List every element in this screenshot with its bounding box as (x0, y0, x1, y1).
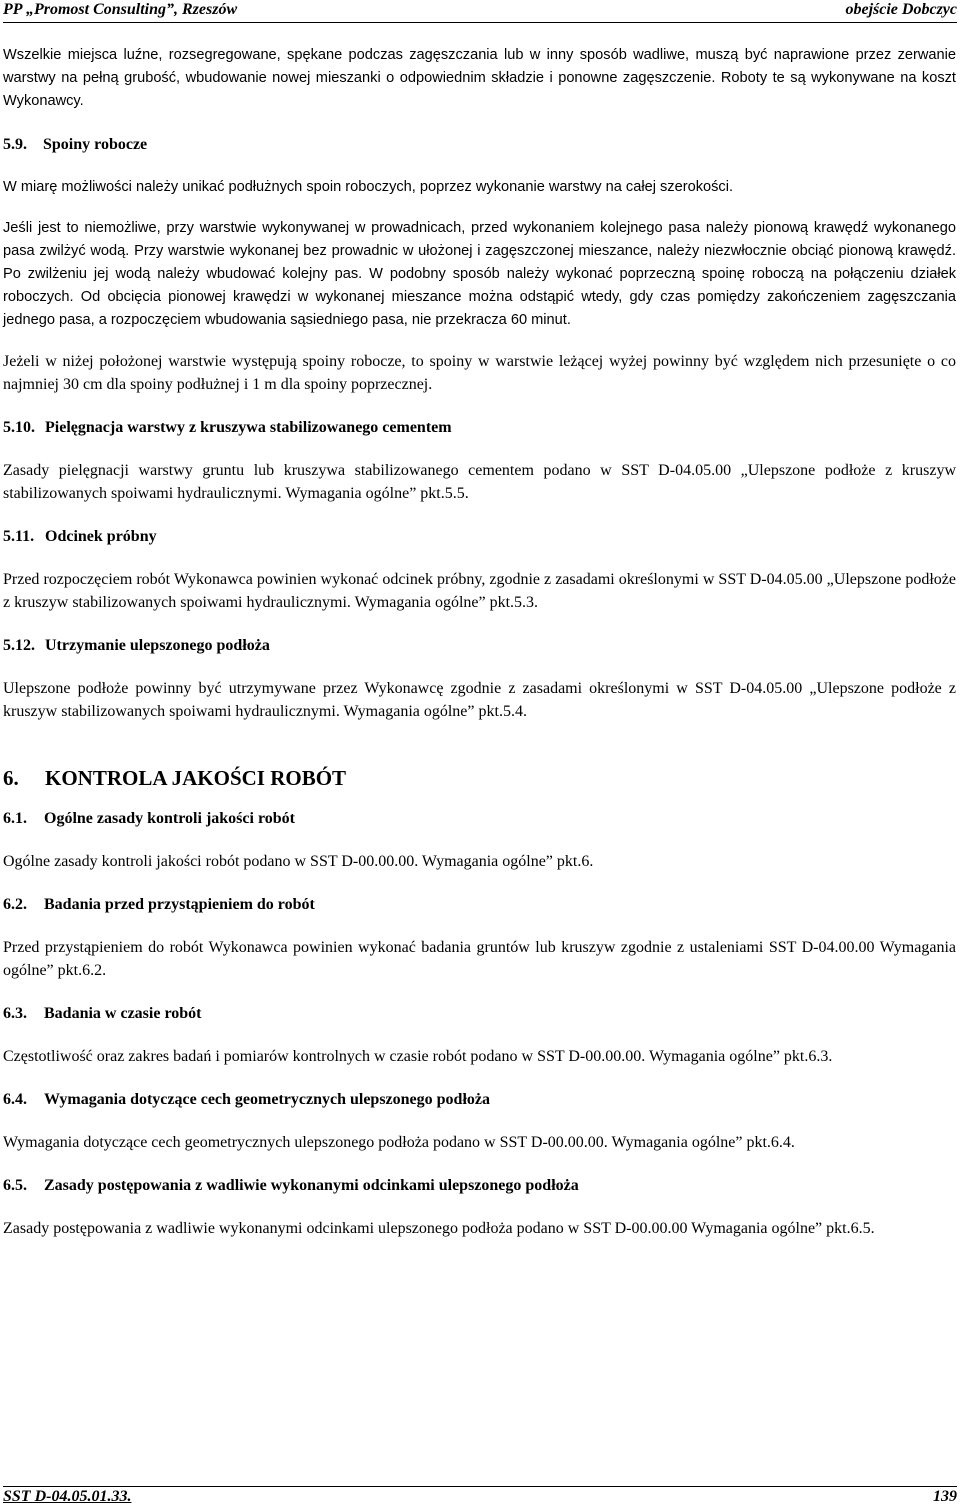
section-title: Wymagania dotyczące cech geometrycznych ulepszonego podłoża (44, 1091, 490, 1108)
section-title: KONTROLA JAKOŚCI ROBÓT (45, 766, 347, 790)
paragraph: Częstotliwość oraz zakres badań i pomiarów kontrolnych w czasie robót podano w SST D-00.00.00. Wymagania ogólne” pkt.6.3. (3, 1048, 833, 1065)
section-6-3-heading (3, 1002, 956, 1025)
section-6-2-heading (3, 893, 956, 916)
paragraph: Wymagania dotyczące cech geometrycznych ulepszonego podłoża podano w SST D-00.00.00. Wymagania ogólne” pkt.6.4. (3, 1134, 795, 1151)
paragraph-intro: Wszelkie miejsca luźne, rozsegregowane, spękane podczas zagęszczania lub w inny sposób wadliwe, muszą być naprawione przez zerwanie warstwy na pełną grubość, wbudowanie nowej mieszanki o odpowiednim składzie i ponowne zagęszczenie. Roboty te są wykonywane na koszt Wykonawcy. (3, 47, 956, 109)
header-project: obejście Dobczyc (845, 1, 957, 18)
paragraph: Jeżeli w niżej położonej warstwie występują spoiny robocze, to spoiny w warstwie leżącej wyżej powinny być względem nich przesunięte o co najmniej 30 cm dla spoiny podłużnej i 1 m dla spoiny poprzecznej. (3, 353, 956, 393)
section-number: 5.9. (3, 136, 27, 153)
section-6-5-heading (3, 1174, 956, 1197)
section-title: Ogólne zasady kontroli jakości robót (44, 810, 295, 827)
section-title: Badania w czasie robót (44, 1005, 202, 1022)
paragraph: Zasady postępowania z wadliwie wykonanymi odcinkami ulepszonego podłoża podano w SST D-00.00.00 Wymagania ogólne” pkt.6.5. (3, 1220, 875, 1237)
paragraph: W miarę możliwości należy unikać podłużnych spoin roboczych, poprzez wykonanie warstwy na całej szerokości. (3, 179, 733, 195)
section-number: 5.11. (3, 528, 35, 545)
section-number: 6.5. (3, 1177, 27, 1194)
page-content (3, 44, 956, 1240)
section-6-1-heading (3, 807, 956, 830)
section-title: Zasady postępowania z wadliwie wykonanymi odcinkami ulepszonego podłoża (44, 1177, 579, 1194)
section-5-10-heading (3, 416, 956, 439)
section-title: Pielęgnacja warstwy z kruszywa stabilizowanego cementem (45, 419, 452, 436)
paragraph: Ulepszone podłoże powinny być utrzymywane przez Wykonawcę zgodnie z zasadami określonymi w SST D-04.05.00 „Ulepszone podłoże z kruszyw stabilizowanych spoiwami hydraulicznymi. Wymagania ogólne” pkt.5.4. (3, 680, 956, 720)
section-number: 5.10. (3, 419, 35, 436)
paragraph: Zasady pielęgnacji warstwy gruntu lub kruszywa stabilizowanego cementem podano w SST D-04.05.00 „Ulepszone podłoże z kruszyw stabilizowanych spoiwami hydraulicznymi. Wymagania ogólne” pkt.5.5. (3, 462, 956, 502)
page-number: 139 (933, 1488, 957, 1505)
section-number: 6.4. (3, 1091, 27, 1108)
paragraph: Jeśli jest to niemożliwe, przy warstwie wykonywanej w prowadnicach, przed wykonaniem kolejnego pasa należy pionową krawędź wykonanego pasa zwilżyć wodą. Przy warstwie wykonanej bez prowadnic w ułożonej i zagęszczonej mieszance, należy niezwłocznie obciąć pionową krawędź. Po zwilżeniu jej wodą należy wbudować kolejny pas. W podobny sposób należy wykonać poprzeczną spoinę roboczą na połączeniu działek roboczych. Od obcięcia pionowej krawędzi w wykonanej mieszance można odstąpić wtedy, gdy czas pomiędzy zakończeniem zagęszczania jednego pasa, a rozpoczęciem wbudowania sąsiedniego pasa, nie przekracza 60 minut. (3, 220, 956, 328)
section-title: Spoiny robocze (43, 136, 148, 153)
footer-spec-code: SST D-04.05.01.33. (3, 1488, 132, 1505)
section-number: 5.12. (3, 637, 35, 654)
paragraph: Ogólne zasady kontroli jakości robót podano w SST D-00.00.00. Wymagania ogólne” pkt.6. (3, 853, 594, 870)
section-5-11-heading (3, 525, 956, 548)
page-footer (3, 1486, 957, 1507)
section-title: Odcinek próbny (45, 528, 157, 545)
section-5-9-heading (3, 133, 956, 156)
header-company: PP „Promost Consulting”, Rzeszów (3, 1, 238, 18)
paragraph: Przed rozpoczęciem robót Wykonawca powinien wykonać odcinek próbny, zgodnie z zasadami określonymi w SST D-04.05.00 „Ulepszone podłoże z kruszyw stabilizowanych spoiwami hydraulicznymi. Wymagania ogólne” pkt.5.3. (3, 571, 956, 611)
section-6-4-heading (3, 1088, 956, 1111)
section-number: 6.3. (3, 1005, 27, 1022)
page-header (3, 0, 957, 23)
section-number: 6.1. (3, 810, 27, 827)
section-number: 6. (3, 766, 19, 790)
section-number: 6.2. (3, 896, 27, 913)
section-title: Badania przed przystąpieniem do robót (44, 896, 315, 913)
section-5-12-heading (3, 634, 956, 657)
section-title: Utrzymanie ulepszonego podłoża (45, 637, 270, 654)
section-6-heading (3, 765, 956, 791)
paragraph: Przed przystąpieniem do robót Wykonawca powinien wykonać badania gruntów lub kruszyw zgodnie z ustaleniami SST D-04.00.00 Wymagania ogólne” pkt.6.2. (3, 939, 956, 979)
